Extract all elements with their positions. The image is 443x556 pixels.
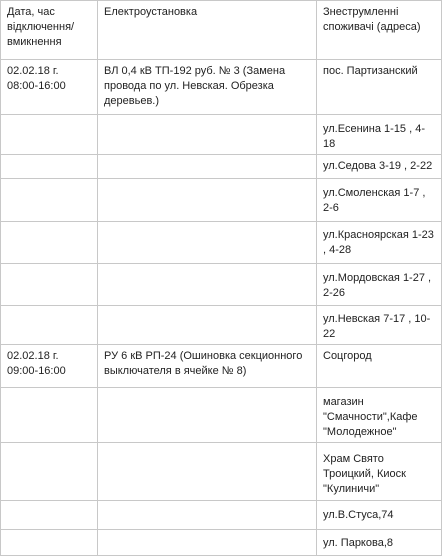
- cell-installation: [98, 264, 317, 306]
- cell-consumers: ул.Смоленская 1-7 , 2-6: [317, 179, 442, 222]
- header-installation: Електроустановка: [98, 1, 317, 60]
- cell-installation: [98, 179, 317, 222]
- cell-consumers: ул. Паркова,8: [317, 530, 442, 556]
- cell-installation: [98, 530, 317, 556]
- cell-consumers: ул.Седова 3-19 , 2-22: [317, 155, 442, 179]
- cell-installation: [98, 388, 317, 443]
- table-row: [1, 345, 442, 388]
- table-row: [1, 501, 442, 530]
- table-row: [1, 443, 442, 501]
- cell-date: [1, 388, 98, 443]
- cell-consumers: ул.В.Стуса,74: [317, 501, 442, 530]
- cell-consumers: пос. Партизанский: [317, 60, 442, 115]
- cell-date: [1, 115, 98, 155]
- cell-date: [1, 264, 98, 306]
- header-date: Дата, час відключення/ вмикнення: [1, 1, 98, 60]
- cell-date: [1, 530, 98, 556]
- cell-installation: [98, 155, 317, 179]
- header-row: [1, 1, 442, 60]
- cell-consumers: ул.Есенина 1-15 , 4-18: [317, 115, 442, 155]
- table-row: [1, 530, 442, 556]
- cell-installation: РУ 6 кВ РП-24 (Ошиновка секционного выключателя в ячейке № 8): [98, 345, 317, 388]
- cell-date: [1, 179, 98, 222]
- table-row: [1, 388, 442, 443]
- cell-consumers: ул.Мордовская 1-27 , 2-26: [317, 264, 442, 306]
- cell-date: [1, 155, 98, 179]
- table-row: [1, 222, 442, 264]
- table-row: [1, 306, 442, 345]
- cell-consumers: Храм Свято Троицкий, Киоск "Кулиничи": [317, 443, 442, 501]
- table-row: [1, 264, 442, 306]
- table-row: [1, 115, 442, 155]
- table-row: [1, 60, 442, 115]
- table-row: [1, 179, 442, 222]
- cell-date: [1, 306, 98, 345]
- cell-installation: [98, 306, 317, 345]
- cell-consumers: магазин "Смачности",Кафе "Молодежное": [317, 388, 442, 443]
- cell-date: [1, 443, 98, 501]
- cell-date: [1, 501, 98, 530]
- cell-installation: [98, 501, 317, 530]
- cell-installation: [98, 443, 317, 501]
- cell-installation: [98, 115, 317, 155]
- cell-consumers: ул.Красноярская 1-23 , 4-28: [317, 222, 442, 264]
- cell-installation: ВЛ 0,4 кВ ТП-192 руб. № 3 (Замена провода по ул. Невская. Обрезка деревьев.): [98, 60, 317, 115]
- cell-date: 02.02.18 г. 09:00-16:00: [1, 345, 98, 388]
- cell-date: 02.02.18 г. 08:00-16:00: [1, 60, 98, 115]
- cell-consumers: Соцгород: [317, 345, 442, 388]
- cell-date: [1, 222, 98, 264]
- cell-consumers: ул.Невская 7-17 , 10-22: [317, 306, 442, 345]
- table-row: [1, 155, 442, 179]
- cell-installation: [98, 222, 317, 264]
- header-consumers: Знеструмленні споживачі (адреса): [317, 1, 442, 60]
